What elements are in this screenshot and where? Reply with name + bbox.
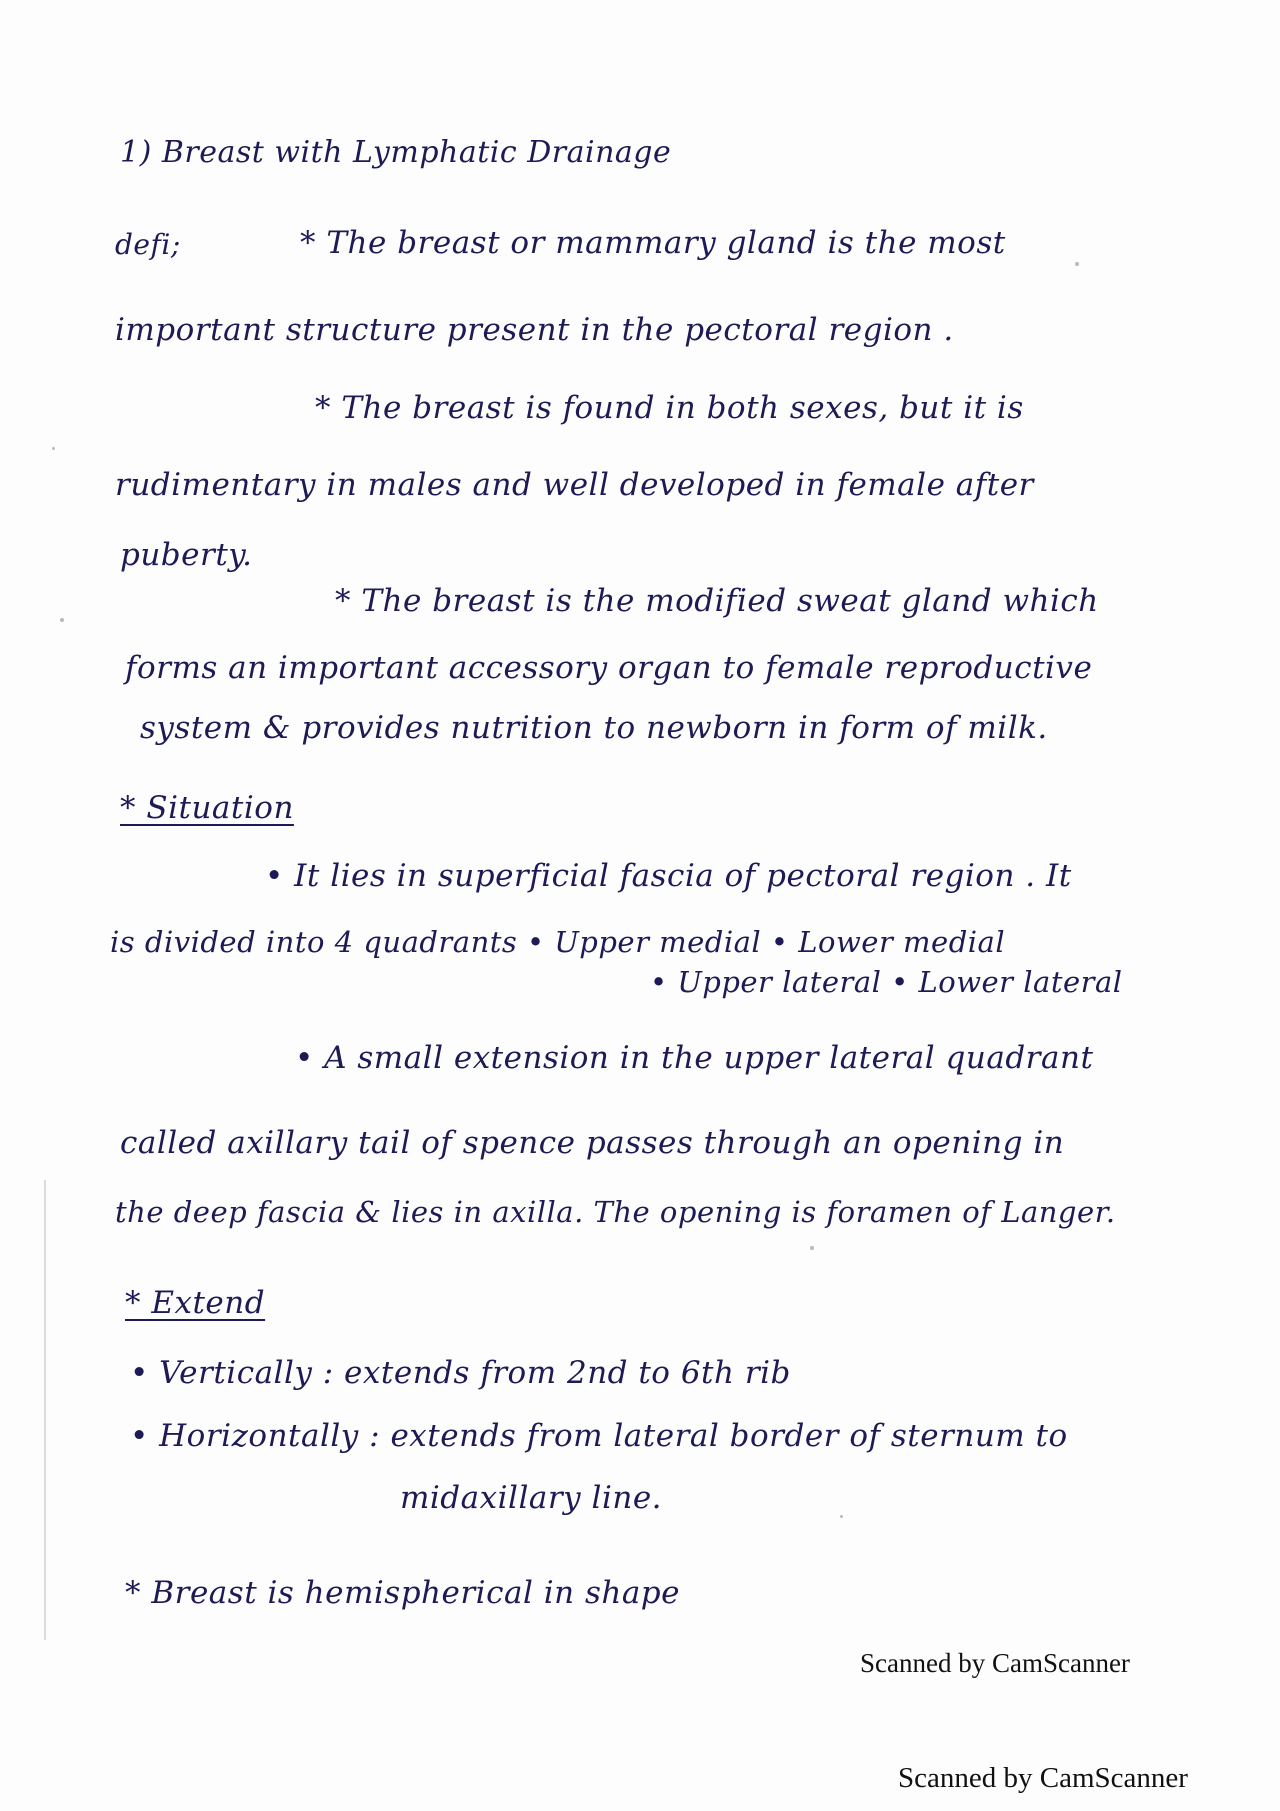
definition-line-6: * The breast is the modified sweat gland which xyxy=(335,583,1099,619)
situation-line-1: • It lies in superficial fascia of pectoral region . It xyxy=(265,858,1072,894)
extend-heading: * Extend xyxy=(125,1285,266,1321)
situation-line-2: is divided into 4 quadrants • Upper medial • Lower medial xyxy=(110,925,1006,959)
scan-speck xyxy=(810,1246,814,1250)
situation-line-4: • A small extension in the upper lateral quadrant xyxy=(295,1040,1094,1076)
definition-line-8: system & provides nutrition to newborn in form of milk. xyxy=(140,710,1048,746)
situation-line-5: called axillary tail of spence passes through an opening in xyxy=(120,1125,1065,1161)
camscanner-watermark-outer: Scanned by CamScanner xyxy=(898,1762,1188,1794)
shape-line: * Breast is hemispherical in shape xyxy=(125,1575,680,1611)
situation-line-6: the deep fascia & lies in axilla. The opening is foramen of Langer. xyxy=(115,1195,1116,1229)
definition-label: defi; xyxy=(115,228,181,261)
definition-line-5: puberty. xyxy=(120,537,253,573)
situation-line-3: • Upper lateral • Lower lateral xyxy=(650,965,1123,999)
extend-line-1: • Vertically : extends from 2nd to 6th rib xyxy=(130,1355,791,1391)
extend-line-3: midaxillary line. xyxy=(400,1480,663,1516)
definition-line-1: * The breast or mammary gland is the most xyxy=(300,225,1006,261)
situation-heading: * Situation xyxy=(120,790,294,826)
extend-line-2: • Horizontally : extends from lateral border of sternum to xyxy=(130,1418,1068,1454)
definition-line-3: * The breast is found in both sexes, but it is xyxy=(315,390,1024,426)
scan-edge-mark xyxy=(44,1180,46,1640)
scan-speck xyxy=(52,447,55,450)
definition-line-2: important structure present in the pectoral region . xyxy=(115,312,954,348)
scan-speck xyxy=(60,618,64,622)
scan-speck xyxy=(1075,262,1079,266)
definition-line-4: rudimentary in males and well developed in female after xyxy=(115,467,1034,503)
scan-speck xyxy=(840,1515,843,1518)
camscanner-watermark-inner: Scanned by CamScanner xyxy=(860,1648,1130,1678)
note-title: 1) Breast with Lymphatic Drainage xyxy=(120,135,672,170)
definition-line-7: forms an important accessory organ to female reproductive xyxy=(125,650,1093,686)
